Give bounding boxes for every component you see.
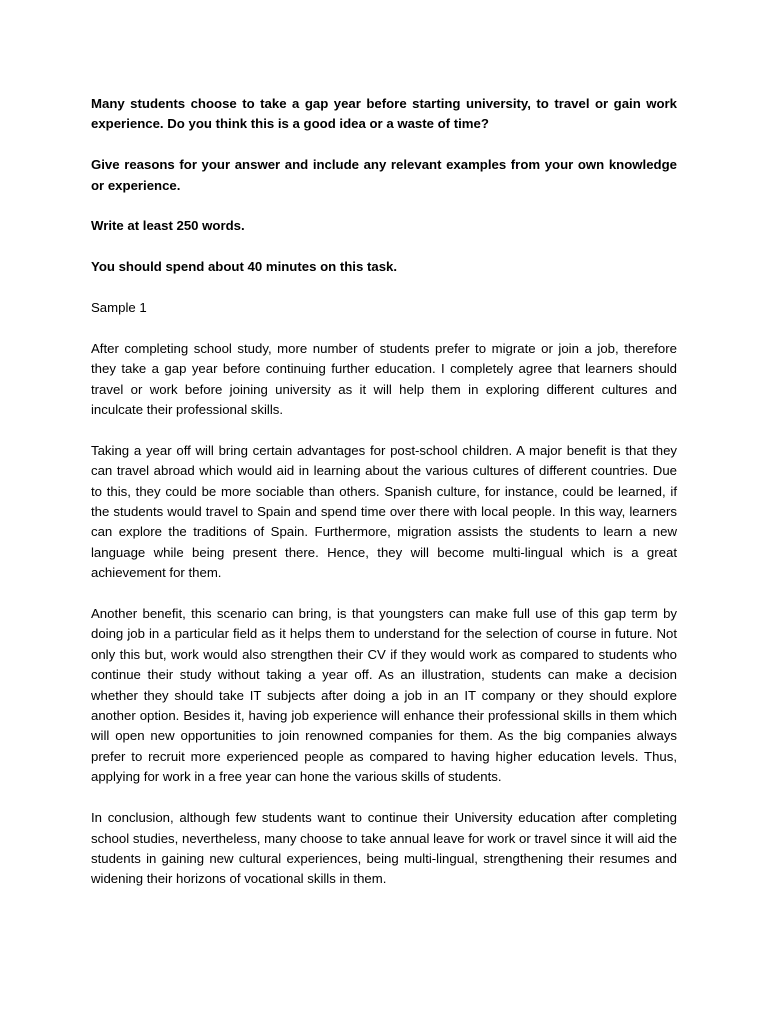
task-instruction: Give reasons for your answer and include any relevant examples from your own knowledge or experience.: [91, 157, 677, 193]
sample-paragraph-conclusion: In conclusion, although few students want to continue their University education after completing school studies, nevertheless, many choose to take annual leave for work or travel since it will aid the students in gaining new cultural experiences, being multi-lingual, strengthening their resumes and widening their horizons of vocational skills in them.: [91, 810, 677, 887]
task-question: Many students choose to take a gap year before starting university, to travel or gain work experience. Do you think this is a good idea or a waste of time?: [91, 96, 677, 132]
sample-paragraph-body-2: Another benefit, this scenario can bring, is that youngsters can make full use of this gap term by doing job in a particular field as it helps them to understand for the selection of course in future. Not only this but, work would also strengthen their CV if they would work as compared to students who continue their study without taking a year off. As an illustration, students can make a decision whether they should take IT subjects after doing a job in an IT company or they should explore another option. Besides it, having job experience will enhance their professional skills in them which will open new opportunities to join renowned companies for them. As the big companies always prefer to recruit more experienced people as compared to having higher education levels. Thus, applying for work in a free year can hone the various skills of students.: [91, 606, 677, 785]
time-limit: You should spend about 40 minutes on this task.: [91, 259, 398, 275]
sample-paragraph-body-1: Taking a year off will bring certain advantages for post-school children. A major benefit is that they can travel abroad which would aid in learning about the various cultures of different countries. Due to this, they could be more sociable than others. Spanish culture, for instance, could be learned, if the students would travel to Spain and spend time over there with local people. In this way, learners can explore the traditions of Spain. Furthermore, migration assists the students to learn a new language while being present there. Hence, they will become multi-lingual which is a great achievement for them.: [91, 442, 677, 581]
sample-heading: Sample 1: [91, 300, 147, 315]
sample-paragraph-introduction: After completing school study, more number of students prefer to migrate or join a job, therefore they take a gap year before continuing further education. I completely agree that learners should travel or work before joining university as it will help them in exploring different cultures and inculcate their professional skills.: [91, 340, 677, 418]
word-count-requirement: Write at least 250 words.: [91, 218, 245, 234]
